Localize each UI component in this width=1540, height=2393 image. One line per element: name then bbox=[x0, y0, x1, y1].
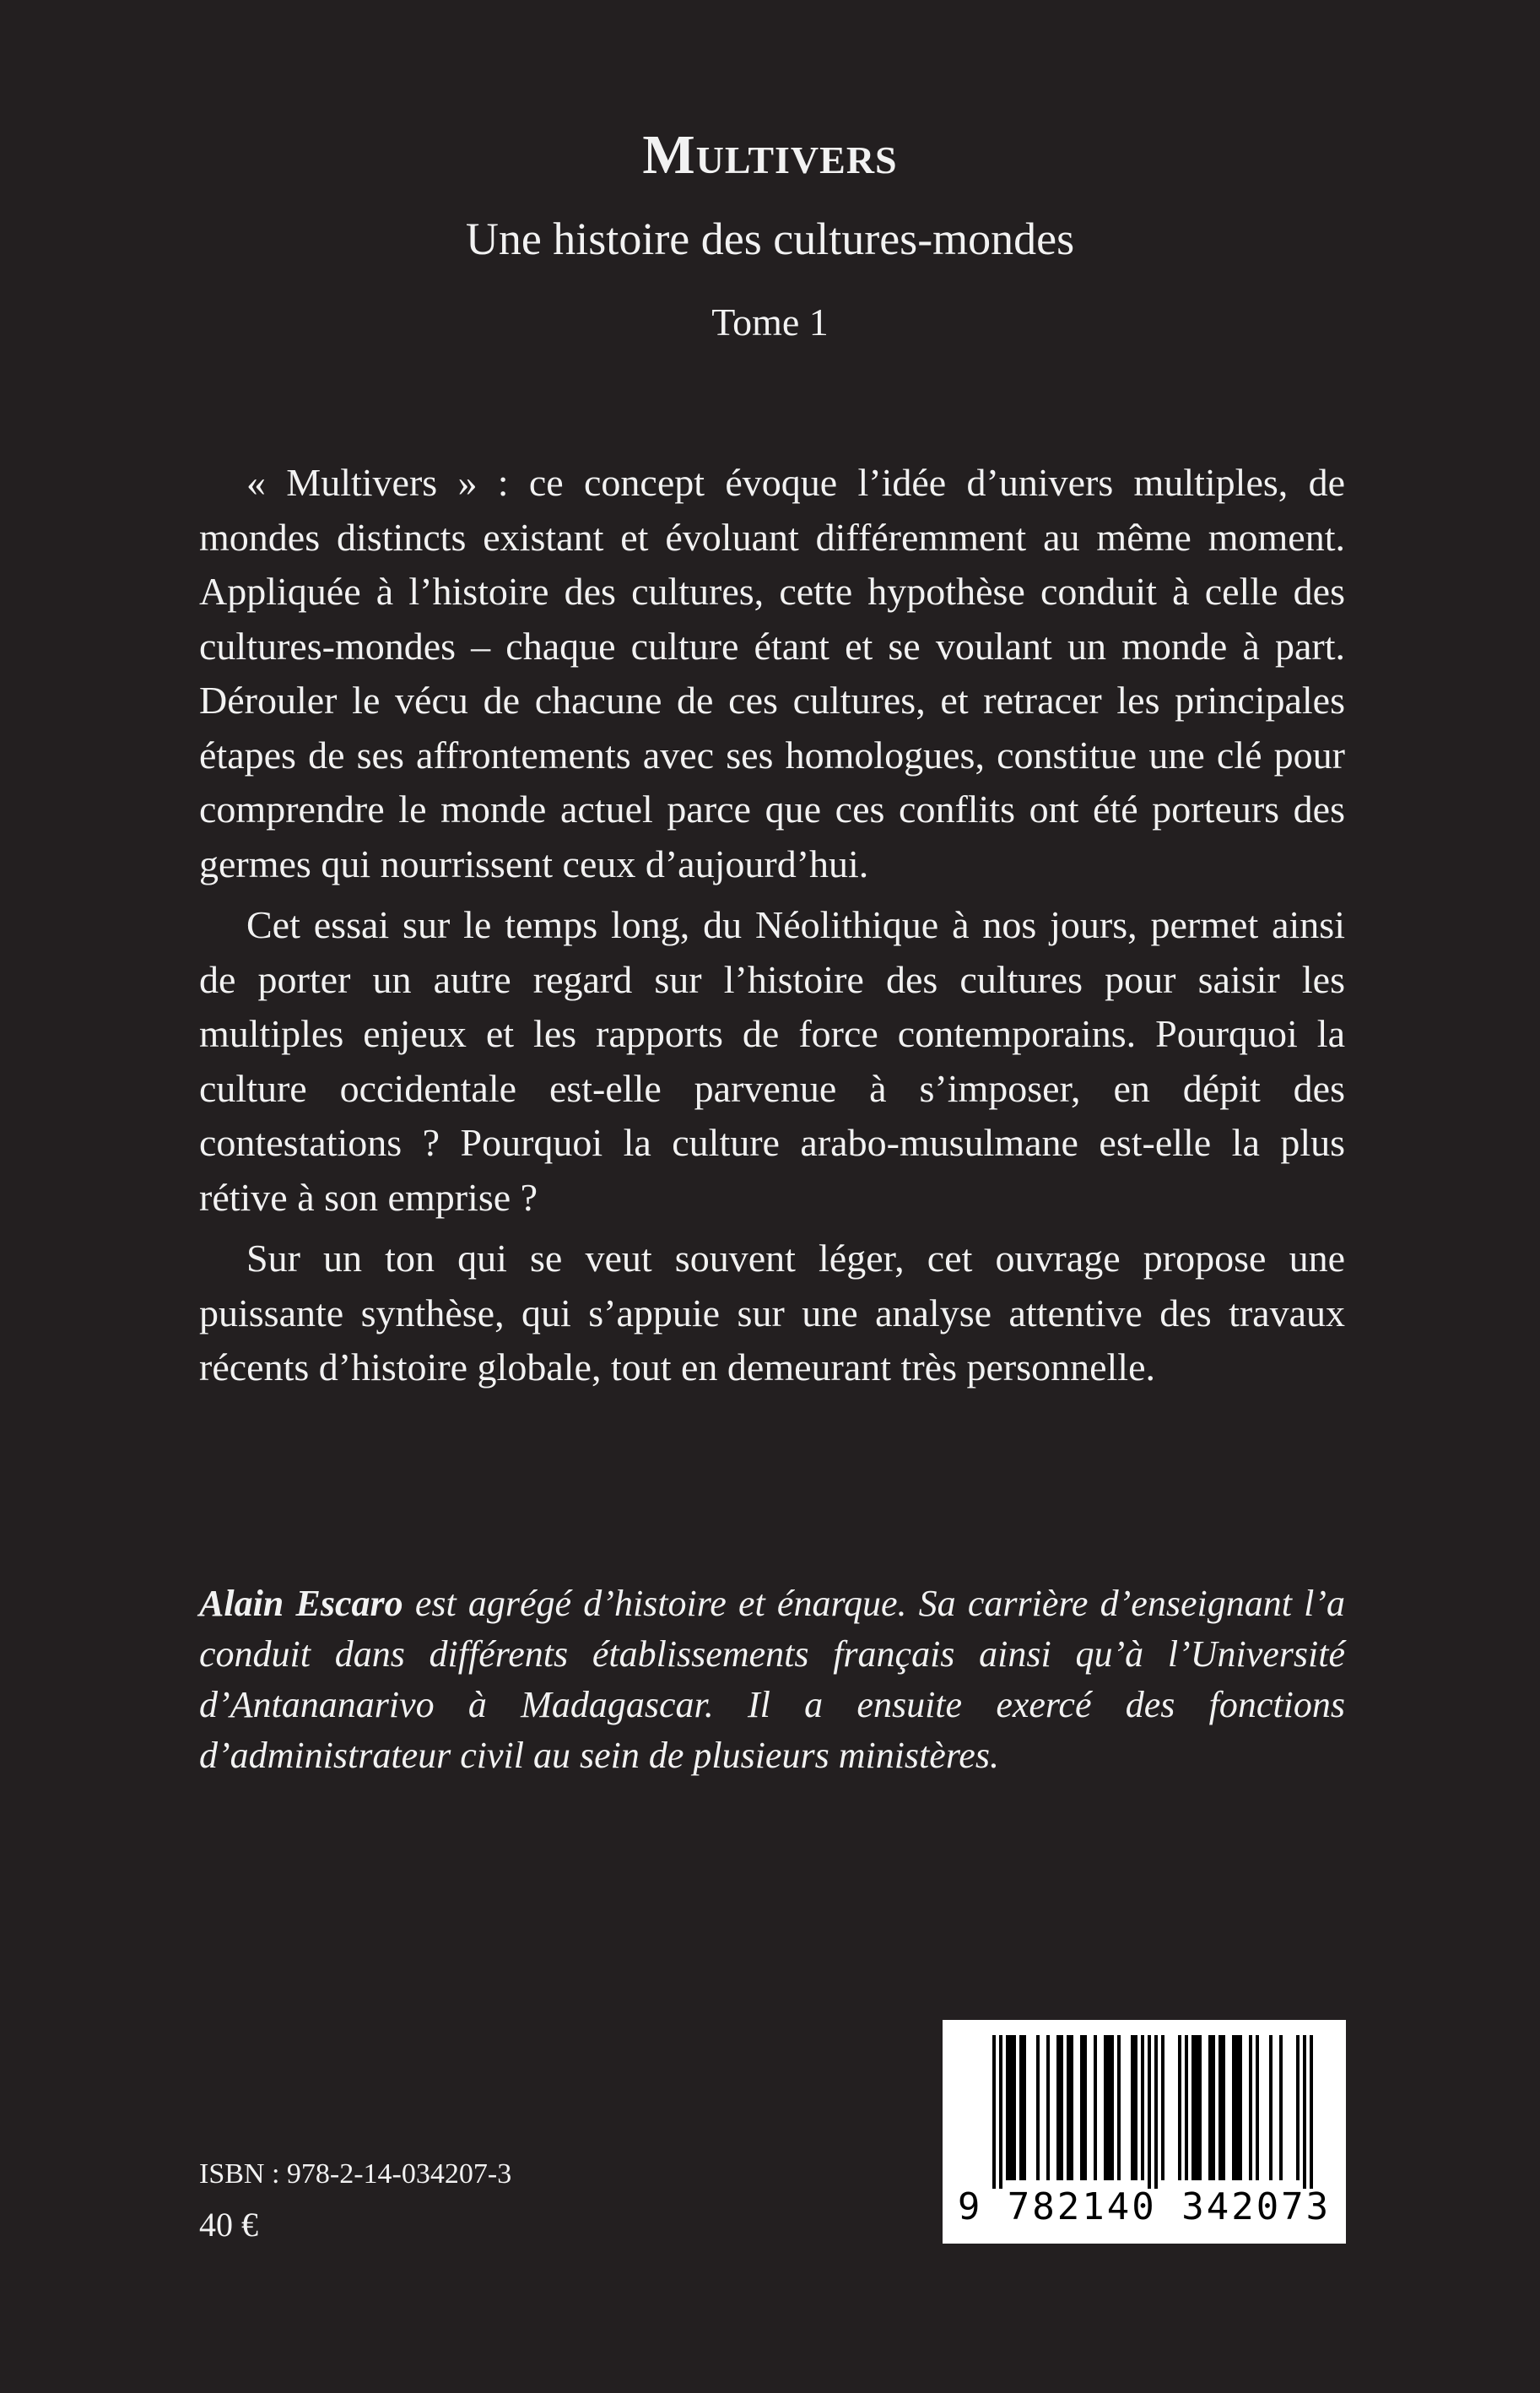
barcode-bar bbox=[1067, 2035, 1070, 2180]
barcode-bar bbox=[1006, 2035, 1009, 2180]
barcode-bar bbox=[1191, 2035, 1195, 2180]
barcode-bar bbox=[1060, 2035, 1063, 2180]
barcode-bar bbox=[1036, 2035, 1040, 2180]
barcode bbox=[943, 2020, 1346, 2244]
back-cover-blurb bbox=[199, 456, 1345, 1402]
barcode-bar bbox=[1232, 2035, 1235, 2180]
barcode-bar bbox=[1178, 2035, 1181, 2180]
barcode-bar bbox=[1161, 2035, 1164, 2180]
blurb-paragraph: « Multivers » : ce concept évoque l’idée d’univers multiples, de mondes distincts existant et évoluant différemment au même moment. Appliquée à l’histoire des cultures, cette hypothèse conduit à celle des cultures-mondes – chaque culture étant et se voulant un monde à part. Dérouler le vécu de chacune de ces cultures, et retracer les principales étapes de ses affrontements avec ses homologues, constitue une clé pour comprendre le monde actuel parce que ces conflits ont été porteurs des germes qui nourrissent ceux d’aujourd’hui. bbox=[199, 461, 1345, 885]
barcode-bar bbox=[1208, 2035, 1212, 2180]
ean13-barcode-icon bbox=[943, 2020, 1346, 2189]
barcode-digits: 9 782140 342073 bbox=[957, 2185, 1332, 2228]
author-bio bbox=[199, 1578, 1345, 1781]
author-name: Alain Escaro bbox=[199, 1583, 403, 1624]
barcode-bar bbox=[1080, 2035, 1083, 2180]
barcode-bar bbox=[1235, 2035, 1239, 2180]
barcode-bar bbox=[1083, 2035, 1087, 2180]
barcode-bar bbox=[1249, 2035, 1252, 2180]
barcode-bar bbox=[1134, 2035, 1137, 2180]
barcode-bar bbox=[1131, 2035, 1134, 2180]
barcode-bar bbox=[1256, 2035, 1259, 2180]
barcode-bar bbox=[1094, 2035, 1097, 2180]
barcode-bar bbox=[1056, 2035, 1060, 2180]
barcode-bar bbox=[1019, 2035, 1023, 2180]
book-subtitle: Une histoire des cultures-mondes bbox=[465, 214, 1075, 264]
barcode-bar bbox=[1148, 2035, 1151, 2189]
book-title: Multivers bbox=[642, 124, 898, 186]
barcode-bar bbox=[1212, 2035, 1215, 2180]
barcode-bar bbox=[1141, 2035, 1144, 2180]
blurb-paragraph: Sur un ton qui se veut souvent léger, cet ouvrage propose une puissante synthèse, qui s’appuie sur une analyse attentive des travaux récents d’histoire globale, tout en demeurant très personnelle. bbox=[199, 1237, 1345, 1389]
barcode-bar bbox=[1195, 2035, 1198, 2180]
barcode-bar bbox=[1154, 2035, 1158, 2189]
barcode-bar bbox=[992, 2035, 996, 2189]
isbn: ISBN : 978-2-14-034207-3 bbox=[199, 2158, 512, 2190]
barcode-bar bbox=[1222, 2035, 1225, 2180]
price: 40 € bbox=[199, 2206, 258, 2244]
author-bio-text: est agrégé d’histoire et énarque. Sa carrière d’enseignant l’a conduit dans différents établissements français ainsi qu’à l’Université d’Antananarivo à Madagascar. Il a ensuite exercé des fonctions d’administrateur civil au sein de plusieurs ministères. bbox=[199, 1583, 1346, 1776]
barcode-bar bbox=[1239, 2035, 1242, 2180]
barcode-bar bbox=[1107, 2035, 1110, 2180]
barcode-bar bbox=[1296, 2035, 1300, 2180]
barcode-bar bbox=[1279, 2035, 1283, 2180]
book-volume: Tome 1 bbox=[711, 300, 829, 344]
barcode-bar bbox=[999, 2035, 1002, 2189]
barcode-bar bbox=[1310, 2035, 1313, 2189]
blurb-paragraph: Cet essai sur le temps long, du Néolithique à nos jours, permet ainsi de porter un autre regard sur l’histoire des cultures pour saisir les multiples enjeux et les rapports de force contemporains. Pourquoi la culture occidentale est-elle parvenue à s’imposer, en dépit des contestations ? Pourquoi la culture arabo-musulmane est-elle la plus rétive à son emprise ? bbox=[199, 903, 1345, 1219]
barcode-bar bbox=[1218, 2035, 1222, 2180]
barcode-bar bbox=[1104, 2035, 1107, 2180]
barcode-bar bbox=[1185, 2035, 1188, 2180]
barcode-bar bbox=[1110, 2035, 1114, 2180]
barcode-bar bbox=[1303, 2035, 1306, 2189]
barcode-bar bbox=[1117, 2035, 1121, 2180]
barcode-bar bbox=[1009, 2035, 1013, 2180]
barcode-bar bbox=[1013, 2035, 1016, 2180]
barcode-bar bbox=[1023, 2035, 1026, 2180]
barcode-bar bbox=[1269, 2035, 1273, 2180]
barcode-bar bbox=[1046, 2035, 1050, 2180]
barcode-bar bbox=[1070, 2035, 1073, 2180]
barcode-bar bbox=[1198, 2035, 1202, 2180]
